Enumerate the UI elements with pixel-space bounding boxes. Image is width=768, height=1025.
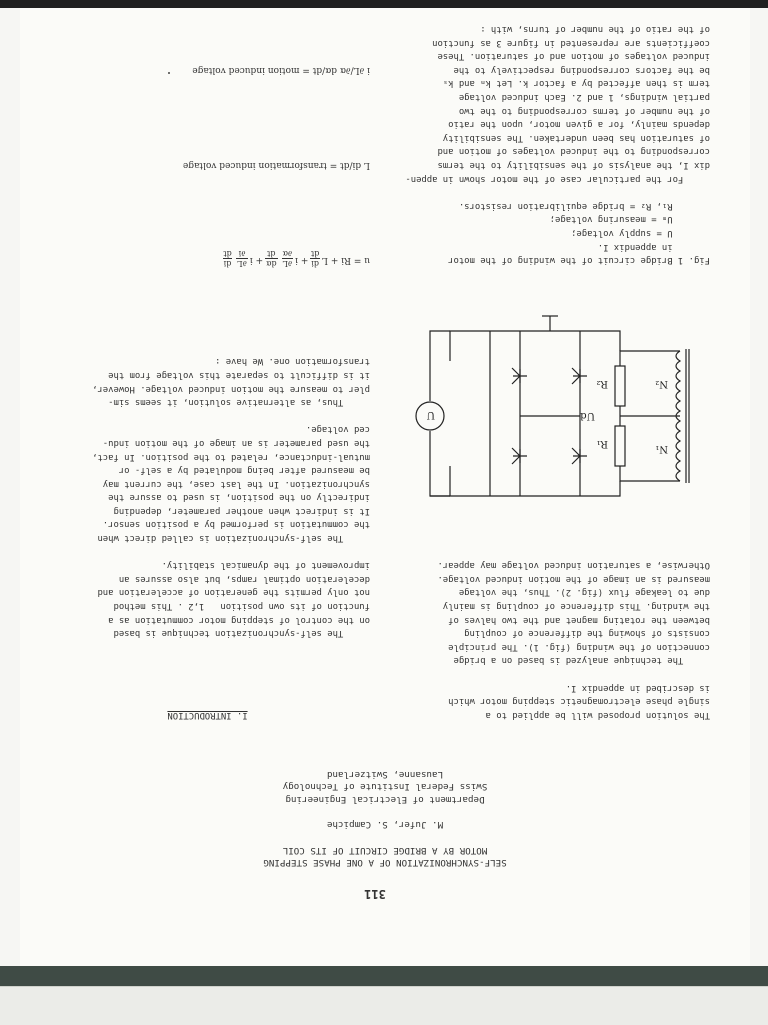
left-column-text-before-figure <box>385 558 710 721</box>
text-line: depends mainly, for a given motor, upon the ratio <box>448 119 710 130</box>
adjacent-page-edge <box>0 986 768 1025</box>
text-line: indirectly on the position, is used to assure the <box>108 492 370 503</box>
text-line: the winding. This difference of coupling is mainly <box>442 601 710 612</box>
text-line: improvement of the dynamical stability. <box>161 560 370 571</box>
switch-3 <box>512 448 527 464</box>
wire-top <box>620 466 680 481</box>
text-line: Uₘ = measuring voltage; <box>549 214 710 225</box>
text-line: of the number of terms corresponding to the two <box>458 105 710 116</box>
text-line: partial windings, 1 and 2. Each induced voltage <box>458 92 710 102</box>
text-line: Fig. 1 Bridge circuit of the winding of the motor <box>448 255 710 266</box>
paper-header <box>20 768 750 868</box>
text-line: single phase electromagnetic stepping motor which <box>448 696 710 707</box>
text-line <box>45 408 370 422</box>
text-line: mutual-inductance, related to the position. In fact, <box>92 451 370 462</box>
label-r1: R₁ <box>596 437 608 449</box>
scan-speck <box>168 72 170 74</box>
text-line: connection of the winding (fig. 1). The principle <box>448 641 710 652</box>
text-line: is described in appendix I. <box>565 682 710 693</box>
text-line <box>385 185 710 199</box>
text-line: it is difficult to separate this voltage from the <box>108 369 370 380</box>
label-r2: R₂ <box>596 377 608 389</box>
book-binding-edge <box>0 966 768 986</box>
affiliation-line-3: Lausanne, Switzerland <box>326 768 444 780</box>
text-line: The self-synchronization is called direct when <box>97 533 370 544</box>
page-number: 311 <box>364 887 386 901</box>
text-line: function of its own position 1,2 . This method <box>113 601 370 612</box>
text-line: due to leakage flux (fig. 2). Thus, the voltage <box>458 587 710 598</box>
left-column-text-after-figure <box>385 21 710 266</box>
title-line-1: SELF-SYNCHRONIZATION OF A ONE PHASE STEPPING <box>263 857 507 868</box>
label-u: U <box>426 408 435 420</box>
left-column <box>385 0 710 748</box>
text-line: synchronization. In the last case, the current may <box>102 478 370 489</box>
text-line: be the factors corresponding respectively to the <box>453 64 710 75</box>
text-line: coefficients are represented in figure 3 as function <box>432 37 710 48</box>
equation-main: u = Ri + L di dt + i ∂L ∂α dα dt + i ∂L ∂i di dt <box>223 249 370 269</box>
resistor-r1 <box>615 426 625 466</box>
text-line: between the rotating magnet and the two halves of <box>448 614 710 625</box>
text-line: deceleration optimal ramps, but also assures an <box>118 573 370 584</box>
text-line: Thus, as alternative solution, it seems sim- <box>108 397 370 408</box>
figure-1-bridge-circuit <box>400 311 700 511</box>
equation-motion-term: i ∂L/∂α dα/dt = motion induced voltage <box>192 64 370 75</box>
text-line: corresponding to the induced voltages of motion and <box>437 146 710 157</box>
text-line: For the particular case of the motor shown in appen- <box>405 173 710 184</box>
text-line: not only permits the generation of acceleration and <box>97 587 370 598</box>
label-n2: N₂ <box>655 377 668 389</box>
switch-2 <box>572 368 587 384</box>
text-line: The self-synchronization technique is based <box>113 628 370 639</box>
text-line: Otherwise, a saturation induced voltage may appear. <box>437 560 710 571</box>
label-n1: N₁ <box>655 442 668 454</box>
text-line: be measured after being modulated by a self- or <box>118 465 370 476</box>
scanned-page <box>20 8 750 966</box>
text-line: term is then affected by a factor k. Let kₘ and kₛ <box>442 78 710 89</box>
text-line: pler to measure the motion induced voltage. However, <box>92 383 370 394</box>
text-line: induced voltages of motion and of saturation. These <box>437 51 710 62</box>
text-line: The technique analyzed is based on a bridge <box>453 655 710 666</box>
resistor-r2 <box>615 366 625 406</box>
affiliation-line-2: Swiss Federal Institute of Technology <box>282 781 488 793</box>
text-line: the commutation is performed by a position sensor. <box>102 519 370 530</box>
authors: M. Jufer, S. Campiche <box>326 819 444 831</box>
text-line: dix I, the analysis of the sensibility to the terms <box>437 159 710 170</box>
text-line: It is indirect when another parameter, depending <box>113 505 370 516</box>
label-ud: Ud <box>580 409 595 421</box>
section-1-title: I. INTRODUCTION <box>167 709 248 720</box>
text-line: measured is an image of the motion induced voltage. <box>437 573 710 584</box>
text-line: consists of showing the difference of coupling <box>464 628 710 639</box>
affiliation-line-1: Department of Electrical Engineering <box>285 793 485 805</box>
switch-4 <box>512 368 527 384</box>
text-line: R₁, R₂ = bridge equilibration resistors. <box>458 200 710 211</box>
text-line: The solution proposed will be applied to a <box>485 709 710 720</box>
text-line: the used parameter is an image of the motion indu- <box>102 437 370 448</box>
text-line <box>45 544 370 558</box>
text-line: of the ratio of the number of turns, with : <box>480 24 710 35</box>
text-line: ced voltage. <box>305 424 370 435</box>
introduction-text <box>45 354 370 639</box>
wire-bottom <box>620 351 680 366</box>
switch-1 <box>572 448 587 464</box>
text-line: on the control of stepping motor commutation as a <box>108 614 370 625</box>
text-line: U = supply voltage; <box>571 227 710 238</box>
text-line: in appendix I. <box>597 241 710 252</box>
text-line: of saturation has been undertaken. The sensibility <box>442 132 710 143</box>
equation-transformation-term: L di/dt = transformation induced voltage <box>182 159 370 170</box>
text-line: transformation one. We have : <box>215 356 370 367</box>
text-line <box>385 666 710 680</box>
title-line-2: MOTOR BY A BRIDGE CIRCUIT OF ITS COIL <box>282 844 488 856</box>
right-column <box>45 0 370 748</box>
